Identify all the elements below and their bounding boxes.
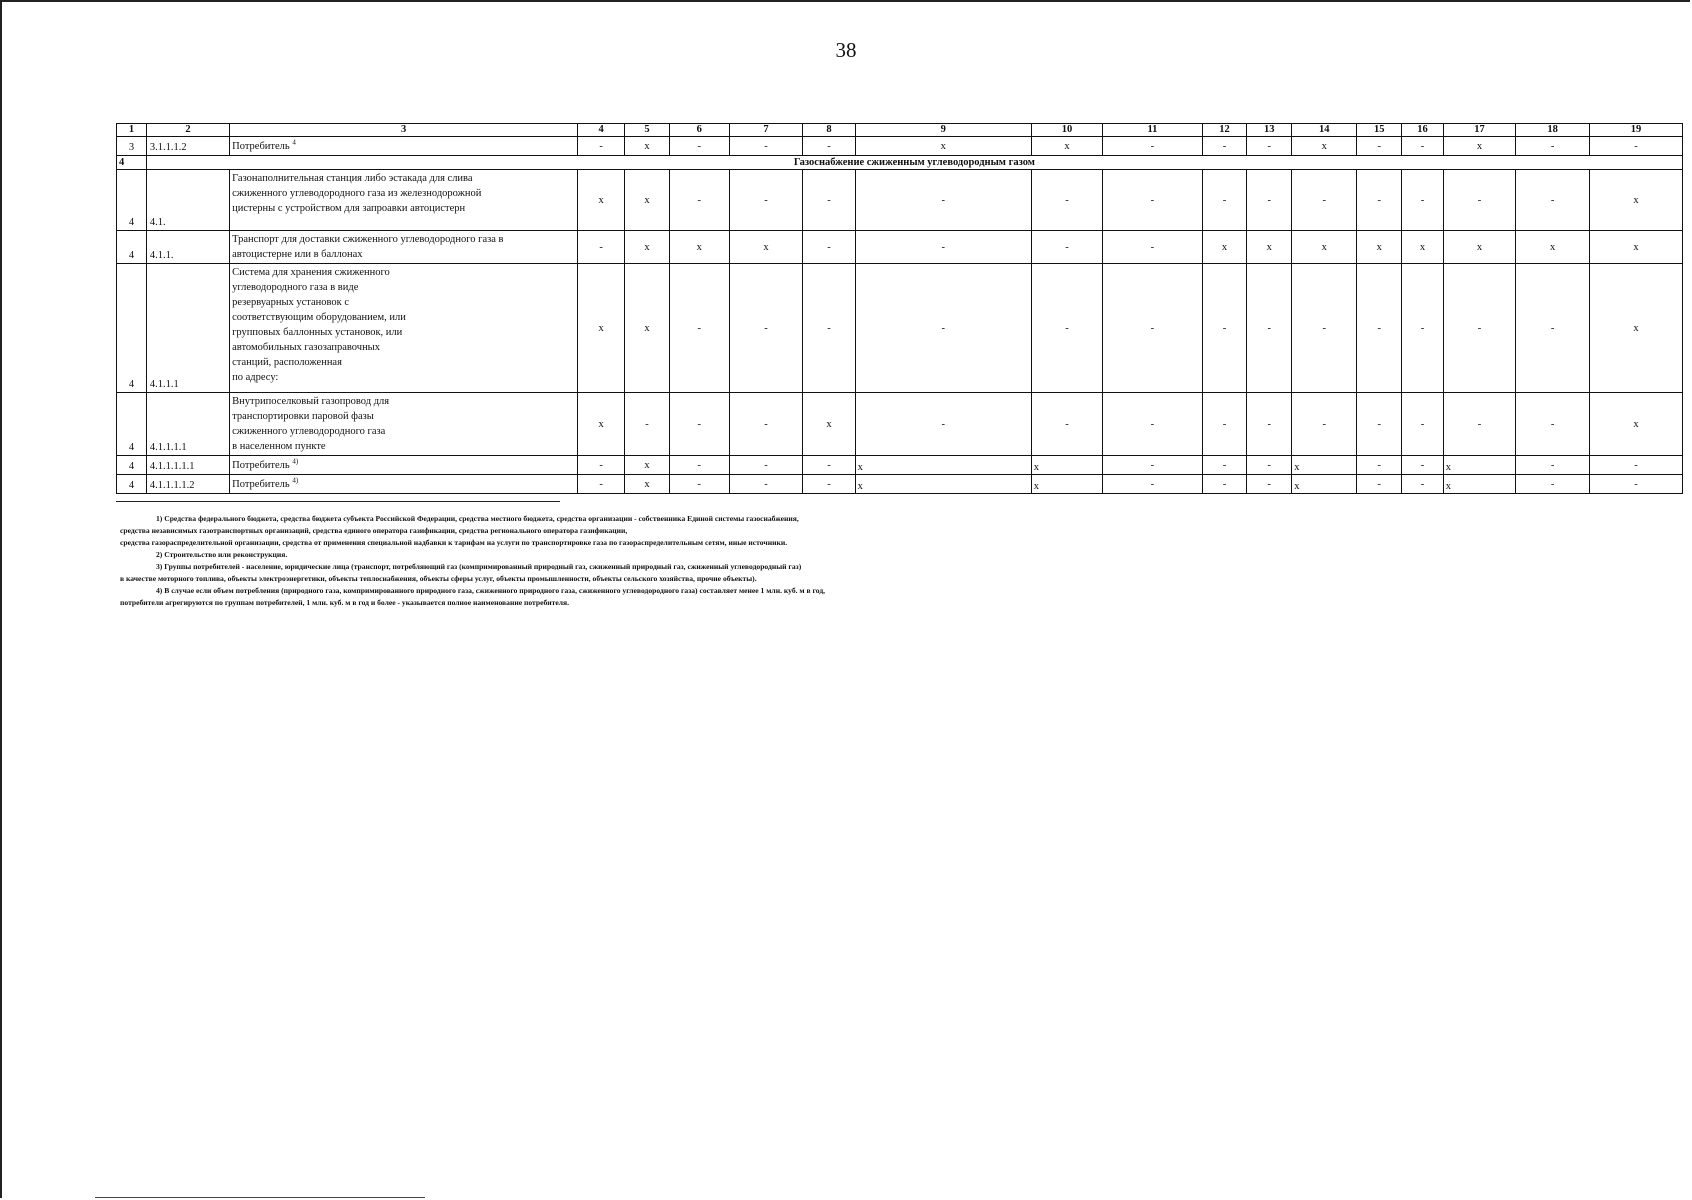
table-row xyxy=(117,137,1683,156)
value-cell: - xyxy=(669,264,729,393)
value-cell: - xyxy=(1402,456,1444,475)
header-cell: 15 xyxy=(1357,124,1402,137)
name-cell xyxy=(230,393,578,456)
value-cell: - xyxy=(855,393,1031,456)
value-cell: - xyxy=(625,393,670,456)
value-cell: x xyxy=(729,231,803,264)
value-cell: x xyxy=(625,264,670,393)
consumer-label: Потребитель xyxy=(232,479,290,490)
value-cell: - xyxy=(578,231,625,264)
value-cell: - xyxy=(578,475,625,494)
value-cell: x xyxy=(1590,393,1683,456)
consumer-label: Потребитель xyxy=(232,141,290,152)
code-cell: 4.1.1.1.1.2 xyxy=(146,475,229,494)
value-cell: x xyxy=(1292,231,1357,264)
value-cell: x xyxy=(1202,231,1247,264)
value-cell: - xyxy=(1357,264,1402,393)
name-line: цистерны с устройством для запроавки автоцистерн xyxy=(232,203,466,214)
name-line: автоцистерне или в баллонах xyxy=(232,249,363,260)
value-cell: - xyxy=(1247,475,1292,494)
value-cell: x xyxy=(1443,137,1516,156)
section-title: Газоснабжение сжиженным углеводородным газом xyxy=(146,156,1682,170)
header-cell: 7 xyxy=(729,124,803,137)
value-cell: - xyxy=(1357,137,1402,156)
value-cell: - xyxy=(803,264,855,393)
name-line: Система для хранения сжиженного xyxy=(232,267,390,278)
value-cell: - xyxy=(855,170,1031,231)
value-cell: - xyxy=(1590,475,1683,494)
footnote-line: 1) Средства федерального бюджета, средства бюджета субъекта Российской Федерации, средства местного бюджета, средства организации - собственника Единой системы газоснабжения, xyxy=(156,514,799,523)
gasification-table xyxy=(116,123,1683,494)
code-cell: 4.1.1.1.1.1 xyxy=(146,456,229,475)
code-cell: 4.1.1.1.1 xyxy=(146,393,229,456)
value-cell: x xyxy=(1590,231,1683,264)
name-cell xyxy=(230,137,578,156)
table-row xyxy=(117,456,1683,475)
header-cell: 4 xyxy=(578,124,625,137)
value-cell: - xyxy=(803,475,855,494)
name-line: групповых баллонных установок, или xyxy=(232,327,403,338)
value-cell: x xyxy=(625,231,670,264)
value-cell: x xyxy=(1031,137,1103,156)
value-cell: - xyxy=(1202,264,1247,393)
level-cell: 4 xyxy=(117,170,147,231)
footnote-line: средства независимых газотранспортных организаций, средства единого оператора газификации, средства регионального оператора газификации, xyxy=(120,526,628,535)
header-cell: 2 xyxy=(146,124,229,137)
value-cell: x xyxy=(855,456,1031,475)
value-cell: - xyxy=(1516,170,1590,231)
header-cell: 5 xyxy=(625,124,670,137)
level-cell: 4 xyxy=(117,231,147,264)
header-cell: 17 xyxy=(1443,124,1516,137)
header-cell: 12 xyxy=(1202,124,1247,137)
value-cell: x xyxy=(625,170,670,231)
code-cell: 4.1.1. xyxy=(146,231,229,264)
header-cell: 9 xyxy=(855,124,1031,137)
value-cell: x xyxy=(1443,231,1516,264)
value-cell: x xyxy=(578,170,625,231)
value-cell: - xyxy=(1202,475,1247,494)
value-cell: - xyxy=(578,456,625,475)
value-cell: - xyxy=(1402,475,1444,494)
name-line: Газонаполнительная станция либо эстакада для слива xyxy=(232,173,473,184)
table-row xyxy=(117,231,1683,264)
value-cell: - xyxy=(1292,264,1357,393)
value-cell: - xyxy=(1031,393,1103,456)
table-row xyxy=(117,475,1683,494)
value-cell: x xyxy=(855,137,1031,156)
name-line: сжиженного углеводородного газа xyxy=(232,426,386,437)
value-cell: - xyxy=(1516,475,1590,494)
value-cell: x xyxy=(1292,475,1357,494)
value-cell: - xyxy=(669,393,729,456)
name-cell xyxy=(230,170,578,231)
value-cell: x xyxy=(855,475,1031,494)
value-cell: - xyxy=(1443,264,1516,393)
name-line: Внутрипоселковый газопровод для xyxy=(232,396,390,407)
value-cell: - xyxy=(669,170,729,231)
value-cell: - xyxy=(1443,393,1516,456)
value-cell: - xyxy=(1516,393,1590,456)
footnote-line: 4) В случае если объем потребления (природного газа, компримированного природного газа, сжиженного природного газа, сжиженного углеводородного газа) составляет менее 1 млн. куб. м в год, xyxy=(156,586,826,595)
value-cell: - xyxy=(1516,137,1590,156)
value-cell: - xyxy=(1202,170,1247,231)
value-cell: - xyxy=(1031,231,1103,264)
value-cell: - xyxy=(1402,137,1444,156)
value-cell: - xyxy=(729,170,803,231)
value-cell: - xyxy=(1357,393,1402,456)
value-cell: - xyxy=(1247,393,1292,456)
value-cell: - xyxy=(1292,393,1357,456)
name-line: станций, расположенная xyxy=(232,357,342,368)
value-cell: - xyxy=(578,137,625,156)
level-cell: 4 xyxy=(117,264,147,393)
header-cell: 11 xyxy=(1103,124,1202,137)
footnote-line: в качестве моторного топлива, объекты электроэнергетики, объекты теплоснабжения, объекты сферы услуг, объекты промышленности, объекты сельского хозяйства, прочие объекты). xyxy=(120,574,757,583)
value-cell: - xyxy=(1402,170,1444,231)
level-cell: 4 xyxy=(117,456,147,475)
value-cell: - xyxy=(669,475,729,494)
value-cell: - xyxy=(1402,264,1444,393)
page-number: 38 xyxy=(835,38,857,62)
value-cell: - xyxy=(1202,456,1247,475)
name-line: сжиженного углеводородного газа из железнодорожной xyxy=(232,188,482,199)
section-level-cell: 4 xyxy=(117,156,147,170)
footnotes xyxy=(120,513,1080,609)
footnote-line: потребители агрегируются по группам потребителей, 1 млн. куб. м в год и более - указывается полное наименование потребителя. xyxy=(120,598,569,607)
name-line: в населенном пункте xyxy=(232,441,326,452)
value-cell: x xyxy=(1443,475,1516,494)
name-cell xyxy=(230,456,578,475)
value-cell: - xyxy=(1103,137,1202,156)
value-cell: x xyxy=(669,231,729,264)
name-cell xyxy=(230,231,578,264)
value-cell: - xyxy=(1402,393,1444,456)
consumer-label: Потребитель xyxy=(232,460,290,471)
value-cell: x xyxy=(1247,231,1292,264)
header-row xyxy=(117,124,1683,137)
value-cell: - xyxy=(1103,264,1202,393)
value-cell: - xyxy=(1103,231,1202,264)
name-line: резервуарных установок с xyxy=(232,297,350,308)
value-cell: x xyxy=(578,264,625,393)
value-cell: - xyxy=(803,170,855,231)
value-cell: x xyxy=(1031,475,1103,494)
value-cell: x xyxy=(578,393,625,456)
footnote-ref: 4) xyxy=(292,476,299,485)
value-cell: x xyxy=(625,137,670,156)
value-cell: x xyxy=(625,456,670,475)
value-cell: - xyxy=(1590,137,1683,156)
footnote-separator xyxy=(116,501,560,502)
value-cell: - xyxy=(803,456,855,475)
level-cell: 4 xyxy=(117,475,147,494)
value-cell: - xyxy=(855,264,1031,393)
level-cell: 3 xyxy=(117,137,147,156)
name-cell xyxy=(230,475,578,494)
code-cell: 4.1. xyxy=(146,170,229,231)
footnote-line: средства газораспределительной организации, средства от применения специальной надбавки к тарифам на услуги по транспортировке газа по газораспределительным сетям, иные источники. xyxy=(120,538,788,547)
bottom-scan-line xyxy=(95,1197,425,1198)
value-cell: - xyxy=(1516,264,1590,393)
value-cell: - xyxy=(1247,137,1292,156)
value-cell: - xyxy=(1031,264,1103,393)
value-cell: x xyxy=(625,475,670,494)
header-cell: 19 xyxy=(1590,124,1683,137)
value-cell: x xyxy=(1357,231,1402,264)
value-cell: - xyxy=(855,231,1031,264)
value-cell: - xyxy=(1247,264,1292,393)
table-row xyxy=(117,393,1683,456)
value-cell: - xyxy=(729,393,803,456)
value-cell: x xyxy=(1031,456,1103,475)
footnote-ref: 4) xyxy=(292,457,299,466)
value-cell: x xyxy=(1516,231,1590,264)
value-cell: - xyxy=(1103,170,1202,231)
header-cell: 14 xyxy=(1292,124,1357,137)
value-cell: - xyxy=(1103,475,1202,494)
value-cell: - xyxy=(1247,456,1292,475)
value-cell: - xyxy=(1443,170,1516,231)
name-line: углеводородного газа в виде xyxy=(232,282,359,293)
value-cell: - xyxy=(803,231,855,264)
value-cell: - xyxy=(1247,170,1292,231)
value-cell: x xyxy=(1590,170,1683,231)
value-cell: x xyxy=(803,393,855,456)
table-row xyxy=(117,170,1683,231)
value-cell: x xyxy=(1443,456,1516,475)
value-cell: - xyxy=(669,456,729,475)
name-cell xyxy=(230,264,578,393)
value-cell: - xyxy=(1516,456,1590,475)
code-cell: 3.1.1.1.2 xyxy=(146,137,229,156)
value-cell: - xyxy=(1202,137,1247,156)
table-row xyxy=(117,264,1683,393)
header-cell: 8 xyxy=(803,124,855,137)
name-line: соответствующим оборудованием, или xyxy=(232,312,406,323)
value-cell: - xyxy=(803,137,855,156)
value-cell: x xyxy=(1590,264,1683,393)
value-cell: - xyxy=(669,137,729,156)
level-cell: 4 xyxy=(117,393,147,456)
value-cell: - xyxy=(1357,475,1402,494)
value-cell: - xyxy=(1357,170,1402,231)
name-line: Транспорт для доставки сжиженного углеводородного газа в xyxy=(232,234,504,245)
value-cell: - xyxy=(1357,456,1402,475)
value-cell: x xyxy=(1402,231,1444,264)
header-cell: 6 xyxy=(669,124,729,137)
header-cell: 3 xyxy=(230,124,578,137)
name-line: по адресу: xyxy=(232,372,279,383)
value-cell: - xyxy=(729,475,803,494)
value-cell: - xyxy=(729,456,803,475)
value-cell: - xyxy=(729,137,803,156)
footnote-ref: 4 xyxy=(292,138,296,147)
value-cell: - xyxy=(1202,393,1247,456)
name-line: автомобильных газозаправочных xyxy=(232,342,380,353)
name-line: транспортировки паровой фазы xyxy=(232,411,374,422)
header-cell: 1 xyxy=(117,124,147,137)
value-cell: - xyxy=(729,264,803,393)
value-cell: - xyxy=(1103,456,1202,475)
header-cell: 18 xyxy=(1516,124,1590,137)
value-cell: - xyxy=(1590,456,1683,475)
value-cell: - xyxy=(1031,170,1103,231)
value-cell: - xyxy=(1103,393,1202,456)
value-cell: x xyxy=(1292,137,1357,156)
footnote-line: 2) Строительство или реконструкция. xyxy=(156,550,288,559)
footnote-line: 3) Группы потребителей - население, юридические лица (транспорт, потребляющий газ (компримированный природный газ, сжиженный природный газ, сжиженный углеводородный газ) xyxy=(156,562,802,571)
header-cell: 10 xyxy=(1031,124,1103,137)
value-cell: - xyxy=(1292,170,1357,231)
section-row xyxy=(117,156,1683,170)
code-cell: 4.1.1.1 xyxy=(146,264,229,393)
header-cell: 16 xyxy=(1402,124,1444,137)
value-cell: x xyxy=(1292,456,1357,475)
header-cell: 13 xyxy=(1247,124,1292,137)
